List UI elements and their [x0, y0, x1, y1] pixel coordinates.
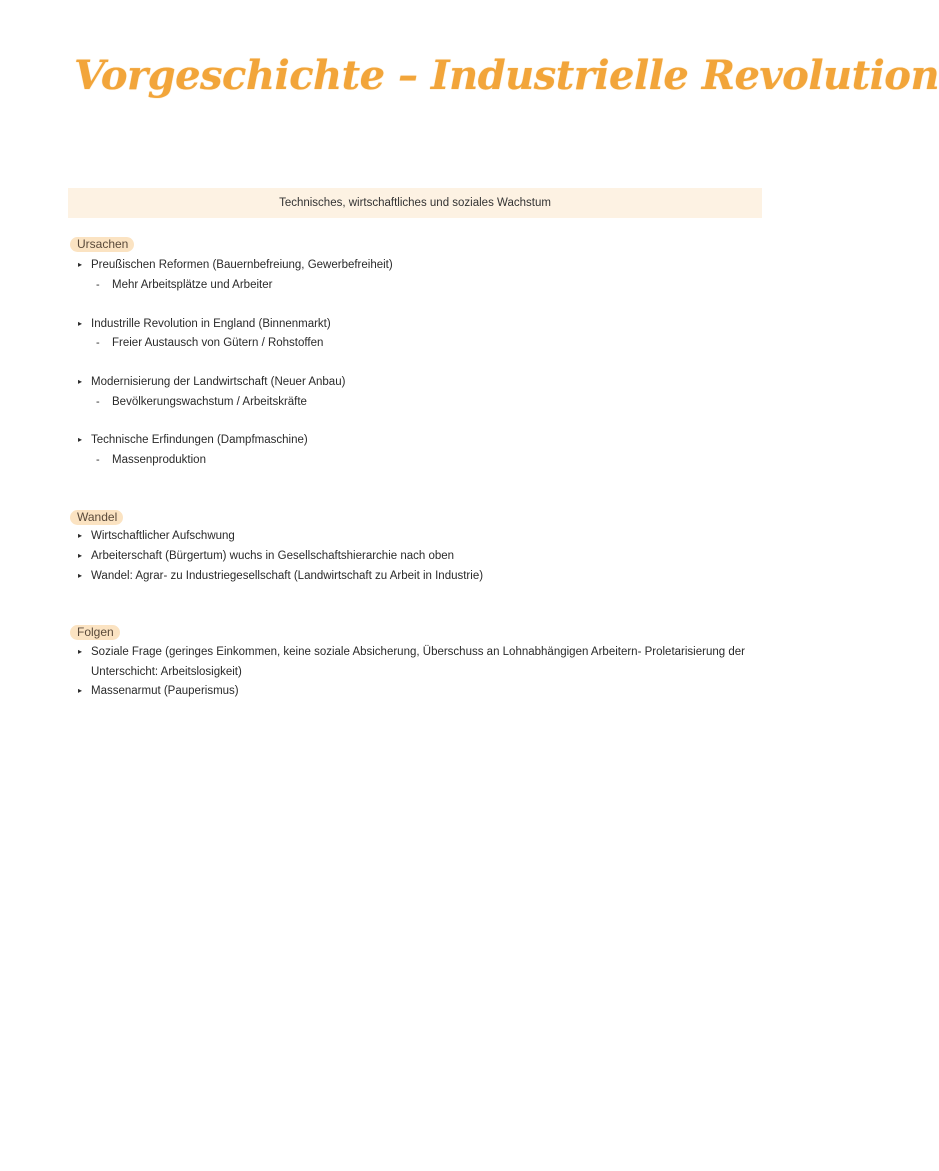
list-item-text: Modernisierung der Landwirtschaft (Neuer Anbau) — [91, 376, 346, 388]
list-item-text: Technische Erfindungen (Dampfmaschine) — [91, 434, 308, 446]
list-item-text: Wirtschaftlicher Aufschwung — [91, 530, 235, 542]
sub-list-item-text: Bevölkerungswachstum / Arbeitskräfte — [112, 396, 307, 408]
bullet-triangle-icon: ▸ — [78, 571, 83, 580]
page-title: Vorgeschichte – Industrielle Revolution — [74, 52, 939, 99]
sub-list-item — [96, 275, 272, 295]
sub-list-item — [96, 450, 206, 470]
list-item — [78, 681, 239, 701]
list-item — [78, 255, 393, 275]
list-item — [78, 372, 345, 392]
bullet-triangle-icon: ▸ — [78, 686, 83, 695]
bullet-triangle-icon: ▸ — [78, 260, 83, 269]
section-label-folgen: Folgen — [70, 625, 120, 640]
dash-icon: - — [96, 454, 100, 466]
sub-list-item-text: Massenproduktion — [112, 454, 206, 466]
dash-icon: - — [96, 337, 100, 349]
list-item — [78, 430, 308, 450]
sub-list-item-text: Freier Austausch von Gütern / Rohstoffen — [112, 337, 324, 349]
bullet-triangle-icon: ▸ — [78, 647, 83, 656]
section-label-wandel: Wandel — [70, 510, 123, 525]
subtitle-band — [68, 188, 762, 218]
list-item-text: Massenarmut (Pauperismus) — [91, 685, 239, 697]
list-item — [78, 314, 331, 334]
bullet-triangle-icon: ▸ — [78, 377, 83, 386]
list-item-text: Arbeiterschaft (Bürgertum) wuchs in Gesellschaftshierarchie nach oben — [91, 550, 455, 562]
dash-icon: - — [96, 279, 100, 291]
list-item-text: Wandel: Agrar- zu Industriegesellschaft (Landwirtschaft zu Arbeit in Industrie) — [91, 570, 484, 582]
list-item-continuation: Unterschicht: Arbeitslosigkeit) — [91, 666, 242, 678]
list-item-text: Soziale Frage (geringes Einkommen, keine soziale Absicherung, Überschuss an Lohnabhängigen Arbeitern- Proletarisierung der — [91, 646, 745, 658]
subtitle-text: Technisches, wirtschaftliches und soziales Wachstum — [279, 197, 551, 209]
sub-list-item-text: Mehr Arbeitsplätze und Arbeiter — [112, 279, 273, 291]
bullet-triangle-icon: ▸ — [78, 531, 83, 540]
dash-icon: - — [96, 396, 100, 408]
list-item — [78, 642, 745, 662]
sub-list-item — [96, 392, 307, 412]
list-item — [78, 546, 454, 566]
bullet-triangle-icon: ▸ — [78, 435, 83, 444]
sub-list-item — [96, 333, 323, 353]
list-item — [78, 566, 483, 586]
list-item — [78, 526, 235, 546]
list-item-text: Industrille Revolution in England (Binnenmarkt) — [91, 318, 331, 330]
bullet-triangle-icon: ▸ — [78, 551, 83, 560]
bullet-triangle-icon: ▸ — [78, 319, 83, 328]
list-item-text: Preußischen Reformen (Bauernbefreiung, Gewerbefreiheit) — [91, 259, 393, 271]
section-label-ursachen: Ursachen — [70, 237, 134, 252]
